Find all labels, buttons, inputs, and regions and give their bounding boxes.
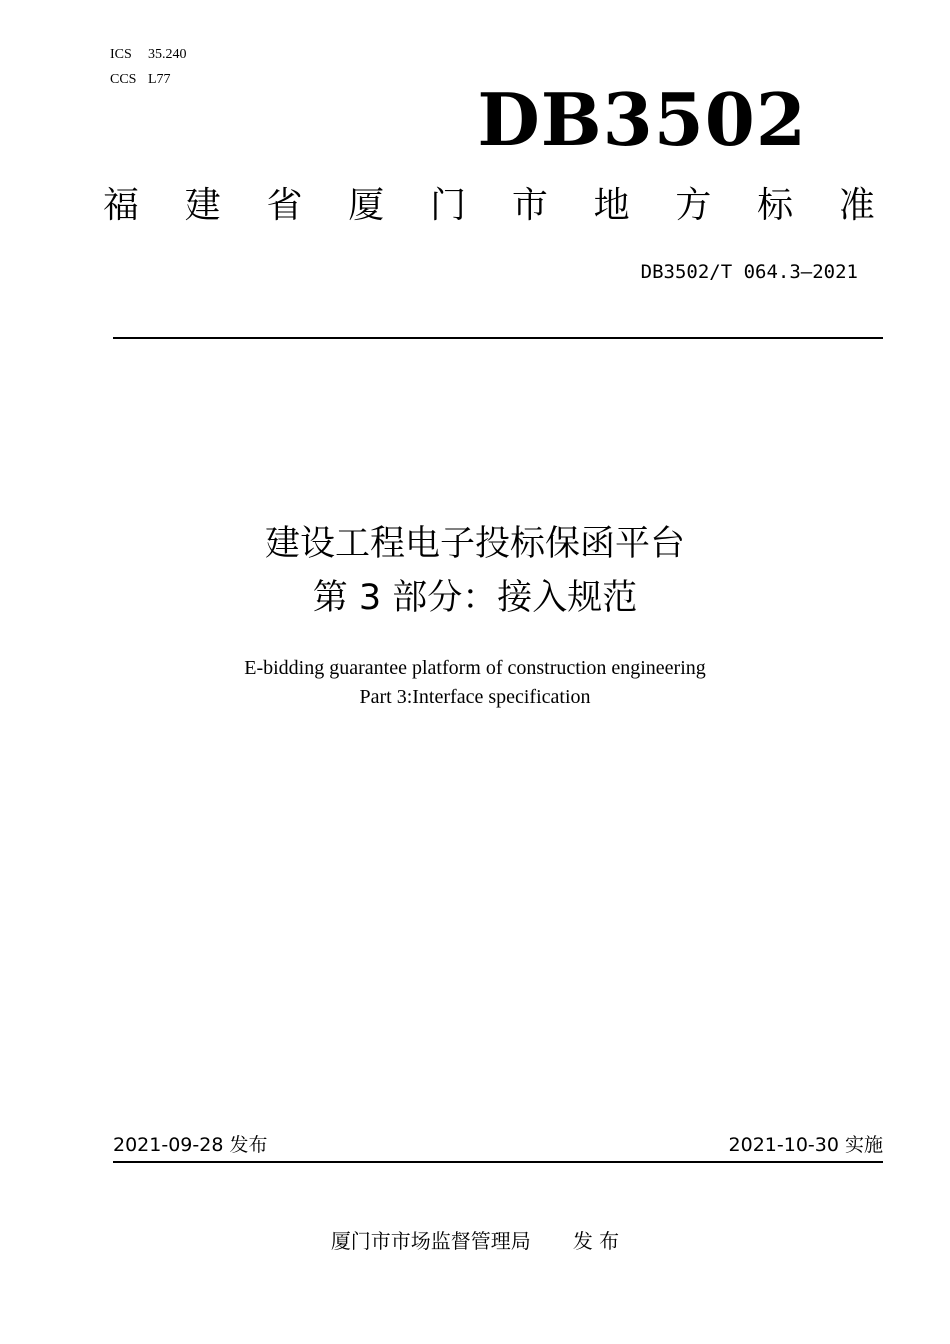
ccs-code bbox=[110, 72, 171, 88]
standard-number: DB3502/T 064.3—2021 bbox=[640, 261, 858, 283]
standard-type-char: 市 bbox=[511, 185, 548, 226]
standard-type-char: 方 bbox=[675, 185, 712, 226]
ccs-label: CCS bbox=[110, 72, 137, 87]
publisher-action: 发 布 bbox=[572, 1229, 620, 1253]
standard-code-mark: DB3502 bbox=[477, 77, 807, 162]
ics-code bbox=[110, 47, 187, 63]
title-english-line-2: Part 3:Interface specification bbox=[359, 686, 591, 708]
standard-type-char: 厦 bbox=[348, 185, 385, 226]
standard-type-char: 福 bbox=[103, 185, 140, 226]
standard-type-char: 建 bbox=[184, 185, 221, 226]
standard-type-char: 准 bbox=[838, 185, 875, 226]
publisher-line bbox=[0, 1227, 950, 1255]
standard-type-char: 标 bbox=[757, 185, 794, 226]
ccs-value: L77 bbox=[148, 72, 171, 87]
standard-type-char: 省 bbox=[266, 185, 303, 226]
ics-value: 35.240 bbox=[148, 47, 187, 62]
standard-type-char: 门 bbox=[430, 185, 467, 226]
title-english-line-1: E-bidding guarantee platform of construction engineering bbox=[244, 657, 706, 679]
effective-date: 2021-10-30 实施 bbox=[728, 1134, 883, 1156]
title-chinese-line-1: 建设工程电子投标保函平台 bbox=[264, 524, 685, 564]
standard-type-char: 地 bbox=[593, 185, 630, 226]
standard-type-heading bbox=[103, 182, 875, 230]
issue-date: 2021-09-28 发布 bbox=[113, 1134, 268, 1156]
ics-label: ICS bbox=[110, 47, 132, 62]
top-divider bbox=[113, 337, 883, 339]
title-chinese-line-2: 第 3 部分：接入规范 bbox=[312, 578, 638, 618]
publisher-name: 厦门市市场监督管理局 bbox=[330, 1229, 531, 1253]
bottom-divider bbox=[113, 1161, 883, 1163]
